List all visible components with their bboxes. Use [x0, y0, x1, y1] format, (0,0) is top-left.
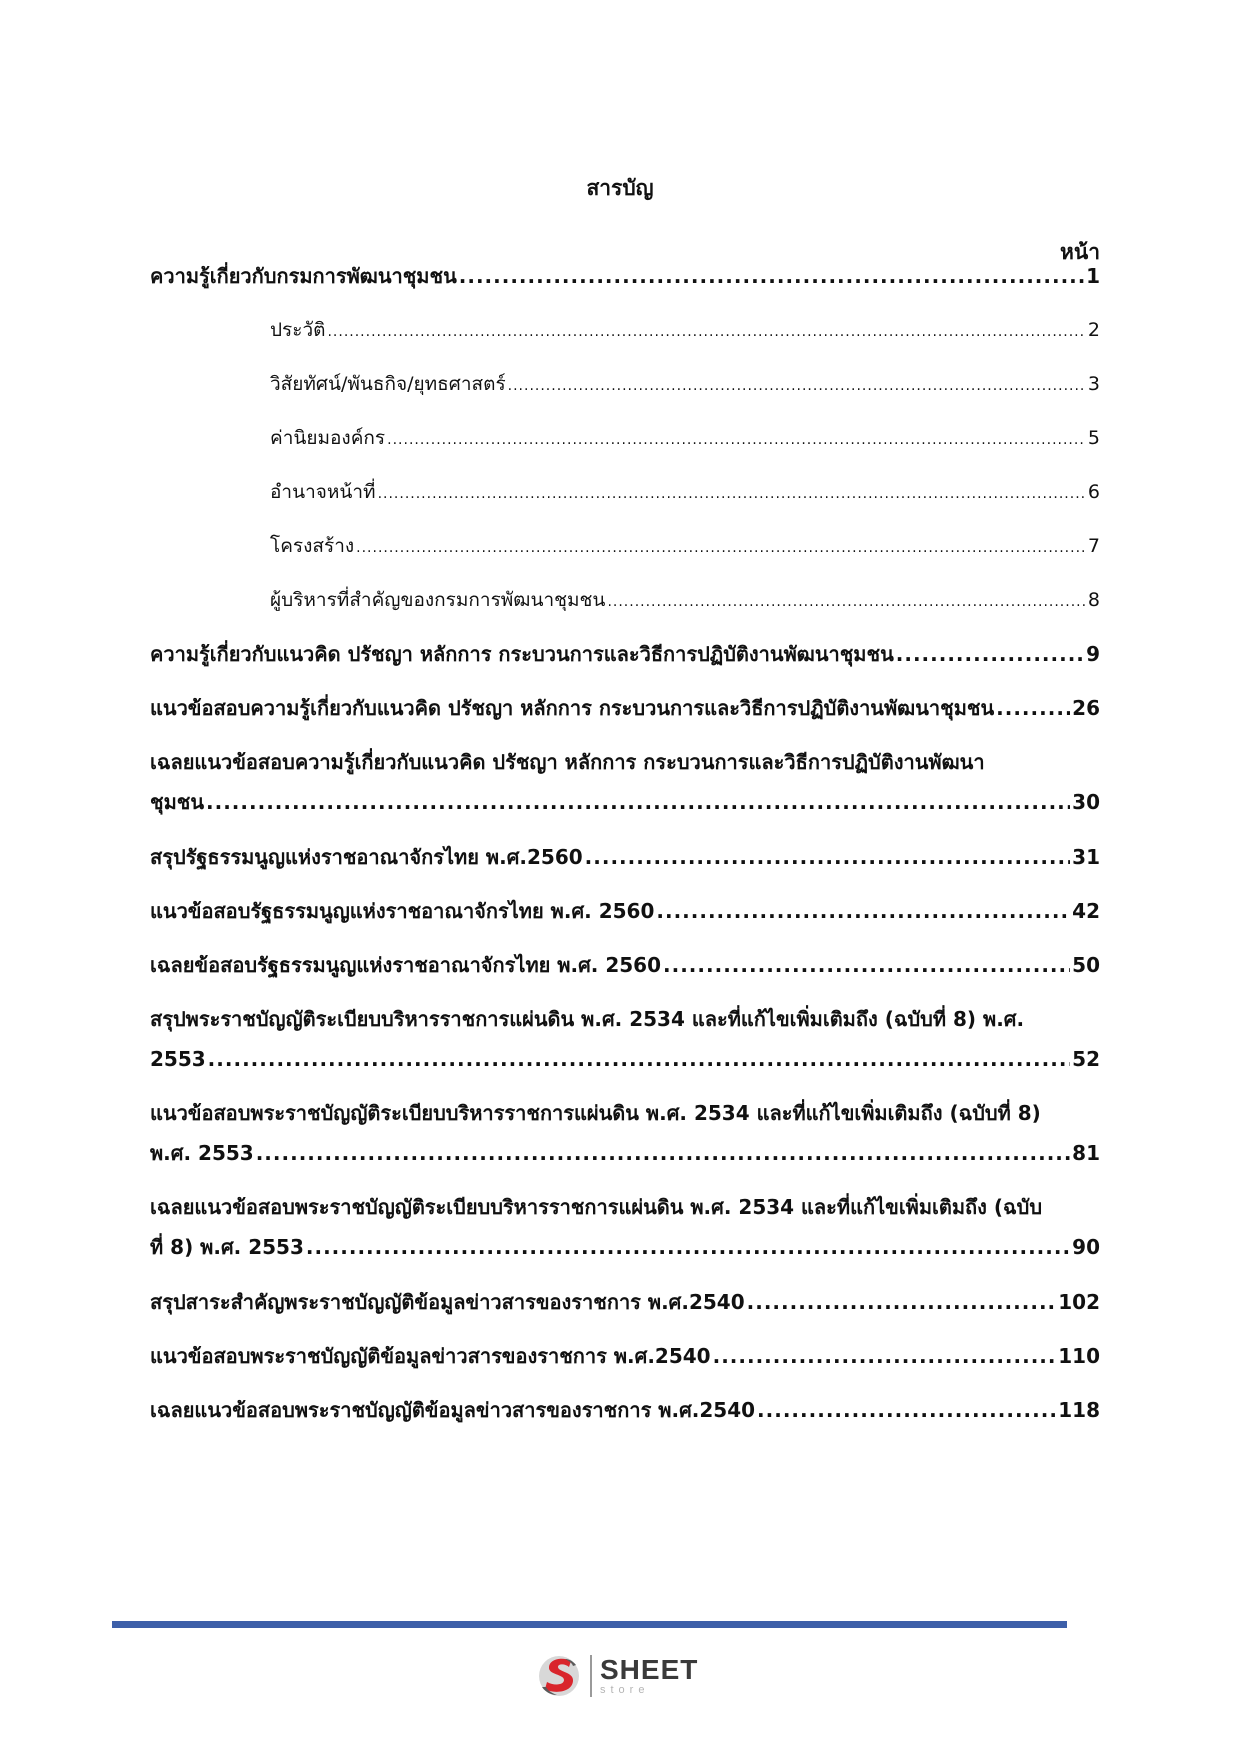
page-column-label: หน้า	[1060, 240, 1100, 264]
toc-entry[interactable]	[150, 842, 1100, 872]
sheet-store-s-icon	[538, 1651, 584, 1701]
logo-sub-text: store	[600, 1684, 650, 1696]
toc-leader-dots	[896, 639, 1084, 669]
toc-entry-text: เฉลยแนวข้อสอบพระราชบัญญัติข้อมูลข่าวสารของราชการ พ.ศ.2540	[150, 1398, 756, 1422]
toc-entry[interactable]	[150, 1395, 1100, 1425]
toc-entry-text: สรุปรัฐธรรมนูญแห่งราชอาณาจักรไทย พ.ศ.2560	[150, 845, 583, 869]
toc-entry[interactable]	[150, 1232, 1100, 1262]
toc-entry[interactable]	[150, 693, 1100, 723]
toc-subentry[interactable]	[270, 423, 1100, 455]
toc-entry-page: 5	[1087, 427, 1100, 449]
footer-divider	[112, 1621, 1067, 1628]
toc-entry-page: 1	[1086, 264, 1100, 288]
toc-entry-text: ความรู้เกี่ยวกับกรมการพัฒนาชุมชน	[150, 264, 457, 288]
toc-entry[interactable]	[150, 1287, 1100, 1317]
toc-entry-page: 52	[1072, 1047, 1100, 1071]
page-title: สารบัญ	[586, 176, 654, 200]
toc-leader-dots	[656, 896, 1070, 926]
toc-entry-first-line[interactable]: สรุปพระราชบัญญัติระเบียบบริหารราชการแผ่นดิน พ.ศ. 2534 และที่แก้ไขเพิ่มเติมถึง (ฉบับที่ 8) พ.ศ.	[150, 1007, 1025, 1031]
toc-leader-dots	[206, 787, 1070, 817]
toc-entry-first-line[interactable]: เฉลยแนวข้อสอบพระราชบัญญัติระเบียบบริหารราชการแผ่นดิน พ.ศ. 2534 และที่แก้ไขเพิ่มเติมถึง (ฉบับ	[150, 1195, 1043, 1219]
toc-entry-page: 6	[1087, 481, 1100, 503]
toc-leader-dots	[306, 1232, 1070, 1262]
toc-entry-text: สรุปสาระสำคัญพระราชบัญญัติข้อมูลข่าวสารของราชการ พ.ศ.2540	[150, 1290, 745, 1314]
toc-leader-dots	[208, 1044, 1070, 1074]
toc-entry-text: อำนาจหน้าที่	[270, 481, 376, 503]
toc-entry-text: 2553	[150, 1047, 206, 1071]
toc-leader-dots	[713, 1341, 1057, 1371]
toc-entry-first-line[interactable]: เฉลยแนวข้อสอบความรู้เกี่ยวกับแนวคิด ปรัชญา หลักการ กระบวนการและวิธีการปฏิบัติงานพัฒนา	[150, 750, 985, 774]
toc-leader-dots	[256, 1138, 1070, 1168]
toc-entry-page: 30	[1072, 790, 1100, 814]
toc-subentry[interactable]	[270, 315, 1100, 347]
toc-entry-text: แนวข้อสอบความรู้เกี่ยวกับแนวคิด ปรัชญา หลักการ กระบวนการและวิธีการปฏิบัติงานพัฒนาชุมชน	[150, 696, 995, 720]
toc-leader-dots	[356, 533, 1086, 563]
toc-leader-dots	[757, 1395, 1056, 1425]
toc-leader-dots	[387, 425, 1086, 455]
toc-subentry[interactable]	[270, 531, 1100, 563]
toc-entry-text: แนวข้อสอบพระราชบัญญัติข้อมูลข่าวสารของราชการ พ.ศ.2540	[150, 1344, 711, 1368]
toc-entry-page: 9	[1086, 642, 1100, 666]
toc-entry-text: ที่ 8) พ.ศ. 2553	[150, 1235, 304, 1259]
sheet-store-logo	[538, 1650, 698, 1702]
toc-subentry[interactable]	[270, 585, 1100, 617]
toc-entry[interactable]	[150, 950, 1100, 980]
toc-entry[interactable]	[150, 1138, 1100, 1168]
toc-entry-page: 50	[1072, 953, 1100, 977]
toc-leader-dots	[459, 261, 1084, 291]
toc-entry-page: 102	[1058, 1290, 1100, 1314]
toc-entry-text: ผู้บริหารที่สำคัญของกรมการพัฒนาชุมชน	[270, 589, 606, 611]
toc-entry-first-line[interactable]: แนวข้อสอบพระราชบัญญัติระเบียบบริหารราชการแผ่นดิน พ.ศ. 2534 และที่แก้ไขเพิ่มเติมถึง (ฉบับที่ 8)	[150, 1101, 1041, 1125]
toc-entry-page: 3	[1087, 373, 1100, 395]
toc-entry-text: ค่านิยมองค์กร	[270, 427, 386, 449]
toc-entry-text: ชุมชน	[150, 790, 205, 814]
toc-subentry[interactable]	[270, 477, 1100, 509]
toc-entry[interactable]	[150, 639, 1100, 669]
toc-entry[interactable]	[150, 261, 1100, 291]
toc-entry[interactable]	[150, 787, 1100, 817]
toc-entry-text: วิสัยทัศน์/พันธกิจ/ยุทธศาสตร์	[270, 373, 506, 395]
toc-entry-page: 2	[1087, 319, 1100, 341]
toc-entry-text: ประวัติ	[270, 319, 326, 341]
toc-entry-text: แนวข้อสอบรัฐธรรมนูญแห่งราชอาณาจักรไทย พ.ศ. 2560	[150, 899, 655, 923]
toc-entry-page: 110	[1058, 1344, 1100, 1368]
toc-entry-page: 81	[1072, 1141, 1100, 1165]
toc-entry-page: 31	[1072, 845, 1100, 869]
toc-leader-dots	[508, 371, 1086, 401]
toc-entry[interactable]	[150, 1341, 1100, 1371]
toc-entry[interactable]	[150, 1044, 1100, 1074]
toc-entry-text: เฉลยข้อสอบรัฐธรรมนูญแห่งราชอาณาจักรไทย พ.ศ. 2560	[150, 953, 662, 977]
toc-leader-dots	[585, 842, 1071, 872]
toc-entry-text: โครงสร้าง	[270, 535, 355, 557]
toc-entry-page: 7	[1087, 535, 1100, 557]
toc-leader-dots	[378, 479, 1086, 509]
toc-entry-text: ความรู้เกี่ยวกับแนวคิด ปรัชญา หลักการ กระบวนการและวิธีการปฏิบัติงานพัฒนาชุมชน	[150, 642, 894, 666]
toc-entry-page: 26	[1072, 696, 1100, 720]
toc-entry-page: 8	[1087, 589, 1100, 611]
toc-entry-page: 118	[1058, 1398, 1100, 1422]
toc-subentry[interactable]	[270, 369, 1100, 401]
toc-entry-page: 42	[1072, 899, 1100, 923]
toc-leader-dots	[996, 693, 1070, 723]
toc-entry[interactable]	[150, 896, 1100, 926]
toc-entry-page: 90	[1072, 1235, 1100, 1259]
logo-divider	[590, 1655, 592, 1697]
toc-leader-dots	[747, 1287, 1057, 1317]
toc-leader-dots	[663, 950, 1070, 980]
toc-entry-text: พ.ศ. 2553	[150, 1141, 254, 1165]
logo-wordmark	[600, 1656, 698, 1696]
logo-main-text: SHEET	[600, 1654, 699, 1685]
toc-leader-dots	[327, 317, 1085, 347]
toc-leader-dots	[607, 587, 1085, 617]
